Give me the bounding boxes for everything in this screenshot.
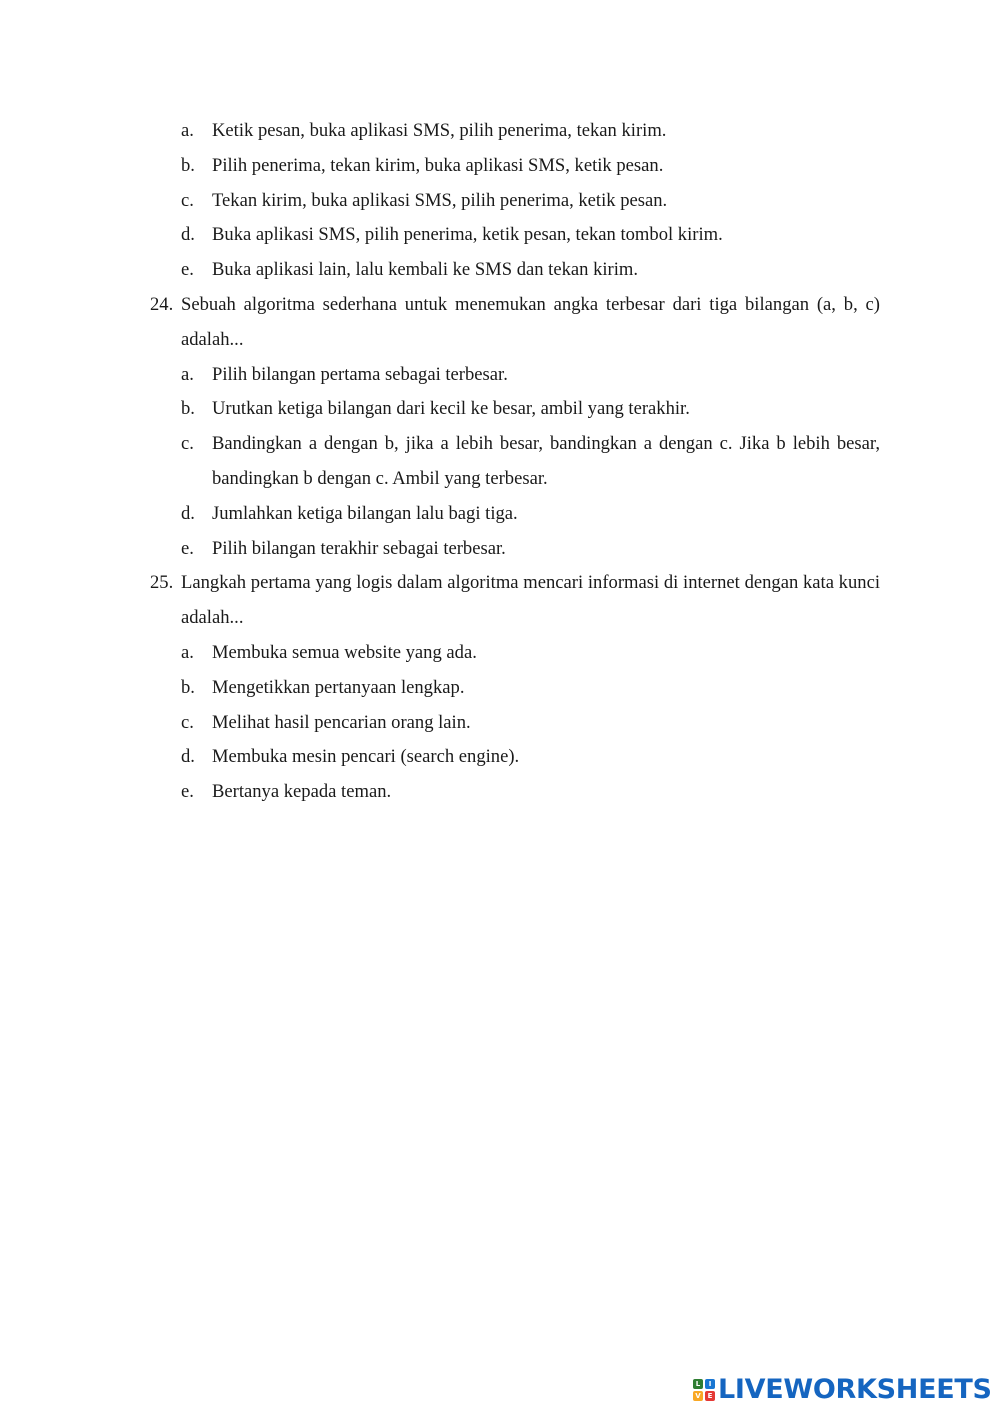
question-25 xyxy=(150,566,880,636)
logo-mark-icon xyxy=(693,1379,715,1401)
q24-option-a[interactable] xyxy=(150,358,880,393)
option-letter: b. xyxy=(181,154,195,176)
option-text: Tekan kirim, buka aplikasi SMS, pilih penerima, ketik pesan. xyxy=(212,189,668,211)
q23-option-e[interactable] xyxy=(150,253,880,288)
q23-option-c[interactable] xyxy=(150,184,880,219)
option-text: Membuka semua website yang ada. xyxy=(212,641,477,663)
q23-option-b[interactable] xyxy=(150,149,880,184)
q25-option-e[interactable] xyxy=(150,775,880,810)
logo-mark-tile: V xyxy=(693,1391,703,1401)
option-text: Urutkan ketiga bilangan dari kecil ke besar, ambil yang terakhir. xyxy=(212,398,690,420)
option-letter: c. xyxy=(181,433,194,455)
option-text: Melihat hasil pencarian orang lain. xyxy=(212,711,471,733)
question-list xyxy=(150,114,880,810)
option-letter: b. xyxy=(181,676,195,698)
option-text: Pilih bilangan terakhir sebagai terbesar. xyxy=(212,537,506,559)
q24-option-c[interactable] xyxy=(150,427,880,497)
q24-option-d[interactable] xyxy=(150,497,880,532)
option-letter: b. xyxy=(181,398,195,420)
option-letter: e. xyxy=(181,259,194,281)
question-number: 25. xyxy=(150,572,174,594)
option-text: Pilih penerima, tekan kirim, buka aplikasi SMS, ketik pesan. xyxy=(212,154,664,176)
logo-mark-tile: I xyxy=(705,1379,715,1389)
q25-option-c[interactable] xyxy=(150,706,880,741)
option-text: Buka aplikasi SMS, pilih penerima, ketik pesan, tekan tombol kirim. xyxy=(212,224,723,246)
question-number: 24. xyxy=(150,293,174,315)
option-letter: d. xyxy=(181,746,195,768)
option-letter: d. xyxy=(181,224,195,246)
q25-option-b[interactable] xyxy=(150,671,880,706)
option-letter: a. xyxy=(181,363,194,385)
logo-mark-tile: E xyxy=(705,1391,715,1401)
option-text: Pilih bilangan pertama sebagai terbesar. xyxy=(212,363,508,385)
question-24 xyxy=(150,288,880,358)
option-letter: c. xyxy=(181,711,194,733)
question-text: Sebuah algoritma sederhana untuk menemukan angka terbesar dari tiga bilangan (a, b, c) adalah... xyxy=(181,293,880,350)
option-text: Bertanya kepada teman. xyxy=(212,781,392,803)
q23-option-d[interactable] xyxy=(150,218,880,253)
option-text: Membuka mesin pencari (search engine). xyxy=(212,746,520,768)
logo-mark-tile: L xyxy=(693,1379,703,1389)
option-letter: a. xyxy=(181,120,194,141)
option-letter: e. xyxy=(181,537,194,559)
option-text: Ketik pesan, buka aplikasi SMS, pilih penerima, tekan kirim. xyxy=(212,120,667,141)
logo-text: LIVEWORKSHEETS xyxy=(718,1374,992,1405)
option-letter: d. xyxy=(181,502,195,524)
q24-option-e[interactable] xyxy=(150,532,880,567)
option-text: Jumlahkan ketiga bilangan lalu bagi tiga. xyxy=(212,502,518,524)
q24-option-b[interactable] xyxy=(150,392,880,427)
q25-option-d[interactable] xyxy=(150,740,880,775)
option-letter: e. xyxy=(181,781,194,803)
option-text: Mengetikkan pertanyaan lengkap. xyxy=(212,676,465,698)
question-text: Langkah pertama yang logis dalam algoritma mencari informasi di internet dengan kata kunci adalah... xyxy=(181,572,880,629)
q23-option-a[interactable] xyxy=(150,114,880,149)
liveworksheets-logo[interactable] xyxy=(693,1374,992,1406)
q25-option-a[interactable] xyxy=(150,636,880,671)
option-text: Buka aplikasi lain, lalu kembali ke SMS dan tekan kirim. xyxy=(212,259,639,281)
option-letter: a. xyxy=(181,641,194,663)
option-letter: c. xyxy=(181,189,194,211)
option-text: Bandingkan a dengan b, jika a lebih besar, bandingkan a dengan c. Jika b lebih besar, bandingkan b dengan c. Ambil yang terbesar. xyxy=(212,433,880,489)
